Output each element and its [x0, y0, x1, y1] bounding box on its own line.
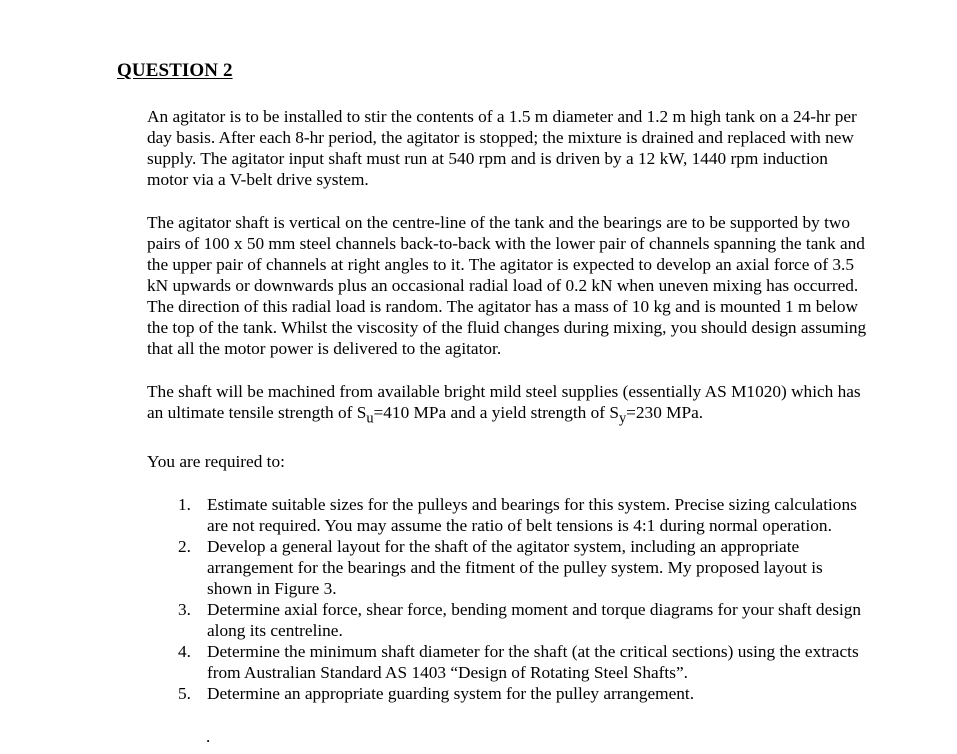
task-item [147, 683, 869, 704]
material-text-middle: =410 MPa and a yield strength of S [373, 403, 619, 422]
task-item [147, 494, 869, 536]
trailing-mark: . [206, 727, 211, 746]
task-text: Determine an appropriate guarding system for the pulley arrangement. [207, 684, 695, 704]
task-text: Develop a general layout for the shaft of the agitator system, including an appropriate arrangement for the bearings and the fitment of the pulley system. My proposed layout is shown in Figure 3. [207, 537, 823, 599]
paragraph-shaft-loads: The agitator shaft is vertical on the centre-line of the tank and the bearings are to be supported by two pairs of 100 x 50 mm steel channels back-to-back with the lower pair of channels spanning the tank and the upper pair of channels at right angles to it. The agitator is expected to develop an axial force of 3.5 kN upwards or downwards plus an occasional radial load of 0.2 kN when uneven mixing has occurred. The direction of this radial load is random. The agitator has a mass of 10 kg and is mounted 1 m below the top of the tank. Whilst the viscosity of the fluid changes during mixing, you should design assuming that all the motor power is delivered to the agitator. [147, 213, 867, 358]
material-text-after: =230 MPa. [626, 403, 704, 422]
task-text: Determine the minimum shaft diameter for the shaft (at the critical sections) using the extracts from Australian Standard AS 1403 “Design of Rotating Steel Shafts”. [207, 642, 859, 683]
requirement-intro: You are required to: [147, 452, 285, 472]
task-text: Determine axial force, shear force, bending moment and torque diagrams for your shaft design along its centreline. [207, 600, 862, 641]
material-text-before: The shaft will be machined from available bright mild steel supplies (essentially AS M1020) which has an ultimate tensile strength of S [147, 382, 861, 422]
task-item [147, 599, 869, 641]
yield-strength-subscript: y [618, 410, 627, 427]
task-list [147, 494, 869, 704]
task-number: 5. [178, 684, 191, 704]
task-number: 2. [178, 537, 191, 557]
paragraph-material [147, 381, 869, 429]
paragraph-tank-description: An agitator is to be installed to stir the contents of a 1.5 m diameter and 1.2 m high tank on a 24-hr per day basis. After each 8-hr period, the agitator is stopped; the mixture is drained and replaced with new supply. The agitator input shaft must run at 540 rpm and is driven by a 12 kW, 1440 rpm induction motor via a V-belt drive system. [147, 107, 857, 189]
task-item [147, 536, 869, 599]
question-heading: QUESTION 2 [117, 60, 233, 81]
task-number: 4. [178, 642, 191, 662]
question-body [147, 106, 869, 704]
task-number: 1. [178, 495, 191, 515]
task-text: Estimate suitable sizes for the pulleys and bearings for this system. Precise sizing calculations are not required. You may assume the ratio of belt tensions is 4:1 during normal operation. [207, 495, 857, 536]
ultimate-strength-subscript: u [366, 410, 374, 427]
task-number: 3. [178, 600, 191, 620]
task-item [147, 641, 869, 683]
